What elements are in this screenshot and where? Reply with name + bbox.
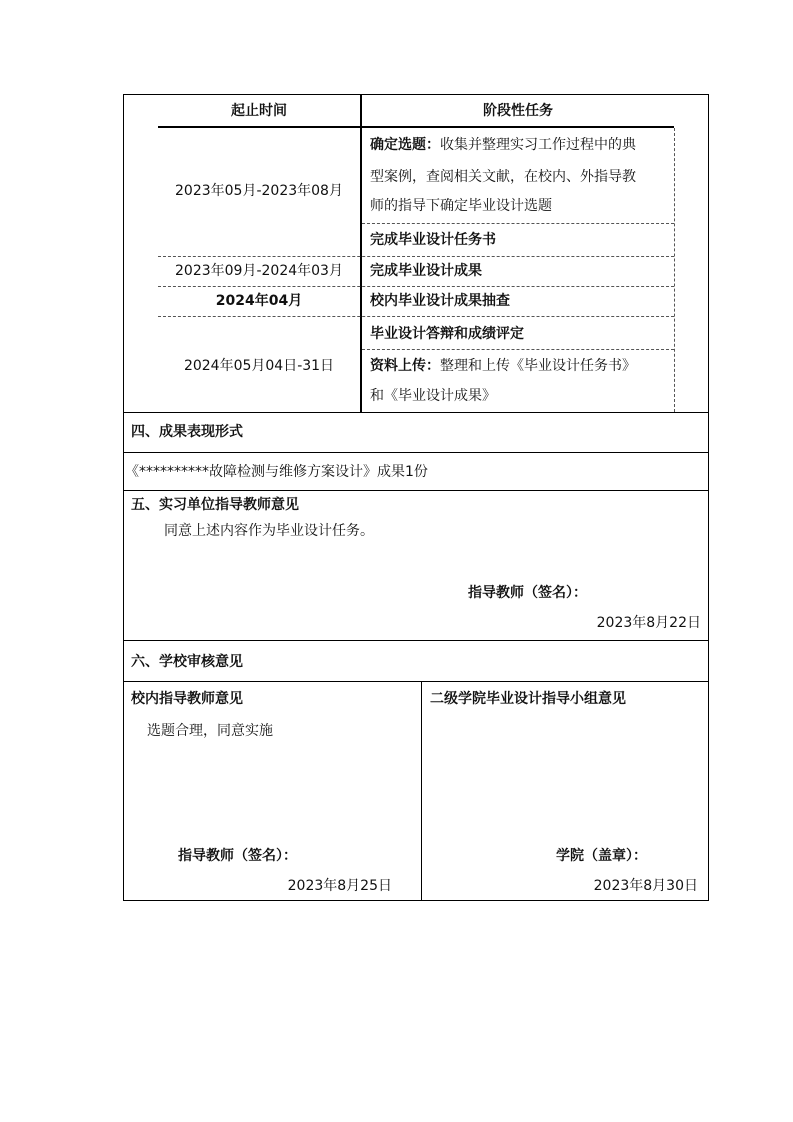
schedule-row-3-time: 2024年04月 <box>215 293 303 309</box>
table-border-left <box>123 94 124 901</box>
section-5-content: 同意上述内容作为毕业设计任务。 <box>164 523 374 539</box>
schedule-row-4-task-2-line-2: 和《毕业设计成果》 <box>370 388 496 404</box>
schedule-divider <box>360 94 362 412</box>
section-6-right-title: 二级学院毕业设计指导小组意见 <box>430 691 626 707</box>
schedule-header-task: 阶段性任务 <box>483 103 553 119</box>
task-label-topic: 确定选题： <box>370 137 440 153</box>
row-separator <box>158 316 674 317</box>
section-6-left-sign-label: 指导教师（签名）： <box>178 848 297 864</box>
row-separator <box>362 223 674 224</box>
schedule-row-4-task-1: 毕业设计答辩和成绩评定 <box>370 326 524 342</box>
schedule-row-4-time: 2024年05月04日-31日 <box>183 358 335 374</box>
schedule-row-1-task-1-line-2: 型案例，查阅相关文献，在校内、外指导教 <box>370 169 636 185</box>
schedule-header-time: 起止时间 <box>231 103 287 119</box>
section-4-content: 《**********故障检测与维修方案设计》成果1份 <box>125 464 428 480</box>
schedule-row-1-task-1-line-3: 师的指导下确定毕业设计选题 <box>370 198 552 214</box>
task-text: 收集并整理实习工作过程中的典 <box>440 137 636 153</box>
schedule-row-1-task-1 <box>370 136 636 154</box>
section-6-right-date: 2023年8月30日 <box>593 878 698 894</box>
schedule-row-3-task: 校内毕业设计成果抽查 <box>370 293 510 309</box>
schedule-header-rule <box>158 126 674 128</box>
schedule-row-1-task-2: 完成毕业设计任务书 <box>370 232 496 248</box>
section-6-left-content: 选题合理，同意实施 <box>147 723 273 739</box>
section-6-top-rule <box>123 640 709 641</box>
section-4-top-rule <box>123 412 709 413</box>
section-5-title: 五、实习单位指导教师意见 <box>131 497 299 513</box>
section-6-mid-rule <box>123 681 709 682</box>
section-5-sign-label: 指导教师（签名）： <box>468 585 587 601</box>
section-4-title: 四、成果表现形式 <box>131 424 243 440</box>
section-5-top-rule <box>123 490 709 491</box>
section-6-left-title: 校内指导教师意见 <box>131 691 243 707</box>
section-4-mid-rule <box>123 452 709 453</box>
table-border-right <box>708 94 709 901</box>
schedule-row-1-time: 2023年05月-2023年08月 <box>175 183 343 199</box>
schedule-row-2-time: 2023年09月-2024年03月 <box>175 263 343 279</box>
table-border-top <box>123 94 709 95</box>
schedule-right-dashed-edge <box>674 128 675 412</box>
row-separator <box>362 349 674 350</box>
table-border-bottom <box>123 900 709 901</box>
task-text: 整理和上传《毕业设计任务书》 <box>440 358 636 374</box>
task-label-upload: 资料上传： <box>370 358 440 374</box>
section-6-left-date: 2023年8月25日 <box>287 878 392 894</box>
row-separator <box>158 256 674 257</box>
row-separator <box>158 286 674 287</box>
schedule-row-2-task: 完成毕业设计成果 <box>370 263 482 279</box>
section-6-right-sign-label: 学院（盖章）： <box>556 848 647 864</box>
section-6-column-divider <box>421 681 422 901</box>
section-6-title: 六、学校审核意见 <box>131 654 243 670</box>
schedule-row-4-task-2 <box>370 357 636 375</box>
section-5-date: 2023年8月22日 <box>596 615 701 631</box>
